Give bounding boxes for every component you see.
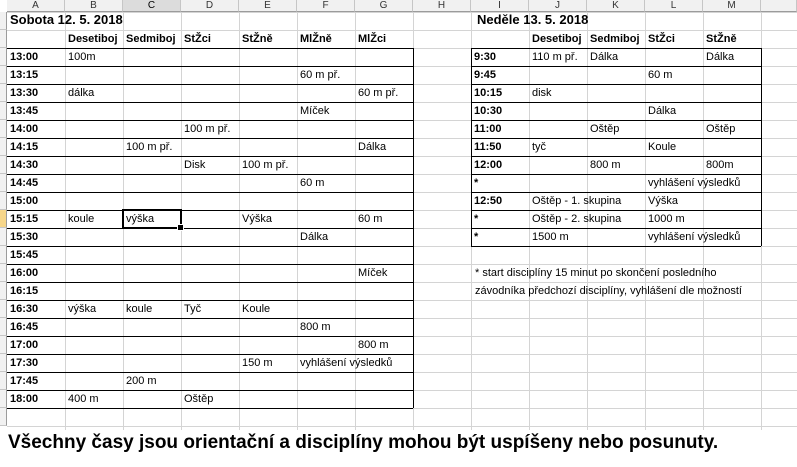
row-header[interactable] bbox=[0, 174, 7, 192]
table-border bbox=[7, 336, 413, 337]
row-header[interactable] bbox=[0, 408, 7, 426]
column-header-a[interactable]: A bbox=[7, 0, 65, 12]
schedule-cell[interactable]: koule bbox=[126, 303, 153, 315]
time-cell[interactable]: 15:00 bbox=[10, 195, 39, 207]
footer-note[interactable]: Všechny časy jsou orientační a disciplíny mohou být uspíšeny nebo posunuty. bbox=[8, 432, 719, 453]
table-border bbox=[471, 246, 761, 247]
table-border bbox=[761, 48, 762, 246]
schedule-cell[interactable]: Oštěp bbox=[706, 123, 736, 135]
time-cell[interactable]: 14:30 bbox=[10, 159, 39, 171]
schedule-cell[interactable]: Koule bbox=[648, 141, 677, 153]
gridline-vertical bbox=[703, 12, 704, 430]
table-border bbox=[7, 228, 413, 229]
row-header[interactable] bbox=[0, 48, 7, 66]
schedule-cell[interactable]: Dálka bbox=[590, 51, 619, 63]
time-cell[interactable]: 17:30 bbox=[10, 357, 39, 369]
active-cell-selection[interactable] bbox=[122, 209, 182, 229]
time-cell[interactable]: 18:00 bbox=[10, 393, 39, 405]
time-cell[interactable]: 15:45 bbox=[10, 249, 39, 261]
column-header-n[interactable] bbox=[761, 0, 797, 12]
column-header-e[interactable]: E bbox=[239, 0, 297, 12]
time-cell[interactable]: 9:45 bbox=[474, 69, 497, 81]
column-header-c[interactable]: C bbox=[123, 0, 181, 12]
schedule-cell[interactable]: Disk bbox=[184, 159, 206, 171]
time-cell[interactable]: 17:00 bbox=[10, 339, 39, 351]
schedule-cell[interactable]: Dálka bbox=[648, 105, 677, 117]
schedule-cell[interactable]: Tyč bbox=[184, 303, 202, 315]
gridline-vertical bbox=[65, 12, 66, 430]
table-border bbox=[471, 84, 761, 85]
schedule-cell[interactable]: 400 m bbox=[68, 393, 99, 405]
schedule-cell[interactable]: Dálka bbox=[300, 231, 329, 243]
schedule-cell[interactable]: 150 m bbox=[242, 357, 273, 369]
schedule-cell[interactable]: Výška bbox=[242, 213, 272, 225]
schedule-cell[interactable]: 1500 m bbox=[532, 231, 569, 243]
sunday-header-cell[interactable]: Desetiboj bbox=[532, 33, 582, 45]
gridline-vertical bbox=[239, 12, 240, 430]
time-cell[interactable]: 12:50 bbox=[474, 195, 503, 207]
time-cell[interactable]: 16:00 bbox=[10, 267, 39, 279]
time-cell[interactable]: * bbox=[474, 213, 479, 225]
schedule-cell[interactable]: 60 m bbox=[300, 177, 325, 189]
schedule-cell[interactable]: 800 m bbox=[300, 321, 331, 333]
sunday-header-cell[interactable]: StŽci bbox=[648, 33, 675, 45]
sunday-note-line-1[interactable]: * start disciplíny 15 minut po skončení posledního bbox=[475, 267, 717, 279]
sunday-header-cell[interactable]: StŽně bbox=[706, 33, 737, 45]
gridline-vertical bbox=[645, 12, 646, 430]
row-header[interactable] bbox=[0, 102, 7, 120]
sunday-note-line-2[interactable]: závodníka předchozí disciplíny, vyhlášení dle možností bbox=[475, 285, 742, 297]
schedule-cell[interactable]: 100 m př. bbox=[126, 141, 173, 153]
time-cell[interactable]: 15:30 bbox=[10, 231, 39, 243]
schedule-cell[interactable]: 60 m př. bbox=[300, 69, 341, 81]
table-border bbox=[7, 264, 413, 265]
gridline-vertical bbox=[529, 12, 530, 430]
column-header-b[interactable]: B bbox=[65, 0, 123, 12]
schedule-cell[interactable]: 60 m bbox=[358, 213, 383, 225]
row-header[interactable] bbox=[0, 12, 7, 30]
schedule-cell[interactable]: 800 m bbox=[358, 339, 389, 351]
sunday-header-cell[interactable]: Sedmiboj bbox=[590, 33, 640, 45]
schedule-cell[interactable]: vyhlášení výsledků bbox=[648, 177, 741, 189]
column-header-g[interactable]: G bbox=[355, 0, 413, 12]
row-header[interactable] bbox=[0, 372, 7, 390]
schedule-cell[interactable]: koule bbox=[68, 213, 95, 225]
schedule-cell[interactable]: disk bbox=[532, 87, 552, 99]
table-border bbox=[471, 66, 761, 67]
schedule-cell[interactable]: Oštěp - 2. skupina bbox=[532, 213, 622, 225]
schedule-cell[interactable]: 800m bbox=[706, 159, 734, 171]
column-header-j[interactable]: J bbox=[529, 0, 587, 12]
gridline-horizontal bbox=[7, 426, 797, 427]
column-header-i[interactable]: I bbox=[471, 0, 529, 12]
schedule-cell[interactable]: tyč bbox=[532, 141, 547, 153]
time-cell[interactable]: * bbox=[474, 177, 479, 189]
saturday-header-cell[interactable]: MlŽci bbox=[358, 33, 387, 45]
row-header[interactable] bbox=[0, 282, 7, 300]
row-header[interactable] bbox=[0, 192, 7, 210]
time-cell[interactable]: * bbox=[474, 231, 479, 243]
schedule-cell[interactable]: Oštěp - 1. skupina bbox=[532, 195, 622, 207]
time-cell[interactable]: 13:00 bbox=[10, 51, 39, 63]
saturday-header-cell[interactable]: Sedmiboj bbox=[126, 33, 176, 45]
column-header-m[interactable]: M bbox=[703, 0, 761, 12]
time-cell[interactable]: 13:15 bbox=[10, 69, 39, 81]
time-cell[interactable]: 13:45 bbox=[10, 105, 39, 117]
row-header[interactable] bbox=[0, 390, 7, 408]
schedule-cell[interactable]: Oštěp bbox=[184, 393, 214, 405]
time-cell[interactable]: 10:15 bbox=[474, 87, 503, 99]
time-cell[interactable]: 16:45 bbox=[10, 321, 39, 333]
row-header[interactable] bbox=[0, 264, 7, 282]
schedule-cell[interactable]: 60 m bbox=[648, 69, 673, 81]
row-header[interactable] bbox=[0, 156, 7, 174]
schedule-cell[interactable]: Míček bbox=[300, 105, 330, 117]
time-cell[interactable]: 10:30 bbox=[474, 105, 503, 117]
table-border bbox=[7, 156, 413, 157]
saturday-header-cell[interactable]: Desetiboj bbox=[68, 33, 118, 45]
table-border bbox=[7, 192, 413, 193]
time-cell[interactable]: 16:15 bbox=[10, 285, 39, 297]
row-header[interactable] bbox=[0, 138, 7, 156]
time-cell[interactable]: 11:00 bbox=[474, 123, 502, 135]
saturday-title[interactable]: Sobota 12. 5. 2018 bbox=[10, 12, 123, 27]
column-header-l[interactable]: L bbox=[645, 0, 703, 12]
schedule-cell[interactable]: Míček bbox=[358, 267, 388, 279]
row-header[interactable] bbox=[0, 120, 7, 138]
row-header[interactable] bbox=[0, 84, 7, 102]
row-header[interactable] bbox=[0, 300, 7, 318]
time-cell[interactable]: 15:15 bbox=[10, 213, 39, 225]
time-cell[interactable]: 13:30 bbox=[10, 87, 39, 99]
schedule-cell[interactable]: Výška bbox=[648, 195, 678, 207]
table-border bbox=[471, 138, 761, 139]
row-header[interactable] bbox=[0, 66, 7, 84]
table-border bbox=[7, 66, 413, 67]
time-cell[interactable]: 12:00 bbox=[474, 159, 503, 171]
table-border bbox=[7, 372, 413, 373]
sunday-title[interactable]: Neděle 13. 5. 2018 bbox=[477, 12, 589, 27]
column-header-h[interactable]: H bbox=[413, 0, 471, 12]
saturday-header-cell[interactable]: StŽci bbox=[184, 33, 211, 45]
schedule-cell[interactable]: výška bbox=[126, 213, 155, 225]
time-cell[interactable]: 9:30 bbox=[474, 51, 497, 63]
row-header[interactable] bbox=[0, 354, 7, 372]
saturday-header-cell[interactable]: MlŽně bbox=[300, 33, 332, 45]
schedule-cell[interactable]: 100m bbox=[68, 51, 96, 63]
table-border bbox=[7, 282, 413, 283]
table-border bbox=[7, 138, 413, 139]
schedule-cell[interactable]: 100 m př. bbox=[242, 159, 289, 171]
table-border bbox=[7, 246, 413, 247]
schedule-cell[interactable]: 100 m př. bbox=[184, 123, 231, 135]
gridline-vertical bbox=[297, 12, 298, 430]
saturday-header-cell[interactable]: StŽně bbox=[242, 33, 273, 45]
time-cell[interactable]: 14:15 bbox=[10, 141, 39, 153]
schedule-cell[interactable]: dálka bbox=[68, 87, 95, 99]
schedule-cell[interactable]: 1000 m bbox=[648, 213, 685, 225]
table-border bbox=[7, 102, 413, 103]
column-header-k[interactable]: K bbox=[587, 0, 645, 12]
schedule-cell[interactable]: Dálka bbox=[706, 51, 735, 63]
time-cell[interactable]: 14:00 bbox=[10, 123, 39, 135]
table-border bbox=[7, 318, 413, 319]
time-cell[interactable]: 16:30 bbox=[10, 303, 39, 315]
schedule-cell[interactable]: 60 m př. bbox=[358, 87, 399, 99]
time-cell[interactable]: 17:45 bbox=[10, 375, 39, 387]
column-header-f[interactable]: F bbox=[297, 0, 355, 12]
fill-handle[interactable] bbox=[177, 224, 184, 231]
schedule-cell[interactable]: 200 m bbox=[126, 375, 157, 387]
time-cell[interactable]: 11:50 bbox=[474, 141, 502, 153]
schedule-cell[interactable]: Koule bbox=[242, 303, 271, 315]
schedule-cell[interactable]: výška bbox=[68, 303, 97, 315]
gridline-horizontal bbox=[7, 12, 797, 13]
schedule-cell[interactable]: Oštěp bbox=[590, 123, 620, 135]
row-header[interactable] bbox=[0, 318, 7, 336]
table-border bbox=[471, 102, 761, 103]
schedule-cell[interactable]: 110 m př. bbox=[532, 51, 578, 63]
schedule-cell[interactable]: 800 m bbox=[590, 159, 621, 171]
row-header[interactable] bbox=[0, 210, 7, 228]
schedule-cell[interactable]: Dálka bbox=[358, 141, 387, 153]
schedule-cell[interactable]: vyhlášení výsledků bbox=[300, 357, 393, 369]
table-border bbox=[471, 48, 472, 246]
row-header[interactable] bbox=[0, 336, 7, 354]
row-header[interactable] bbox=[0, 30, 7, 48]
table-border bbox=[413, 48, 414, 408]
row-header[interactable] bbox=[0, 228, 7, 246]
time-cell[interactable]: 14:45 bbox=[10, 177, 39, 189]
table-border bbox=[7, 408, 413, 409]
row-header[interactable] bbox=[0, 246, 7, 264]
schedule-cell[interactable]: vyhlášení výsledků bbox=[648, 231, 741, 243]
table-border bbox=[7, 174, 413, 175]
column-header-d[interactable]: D bbox=[181, 0, 239, 12]
